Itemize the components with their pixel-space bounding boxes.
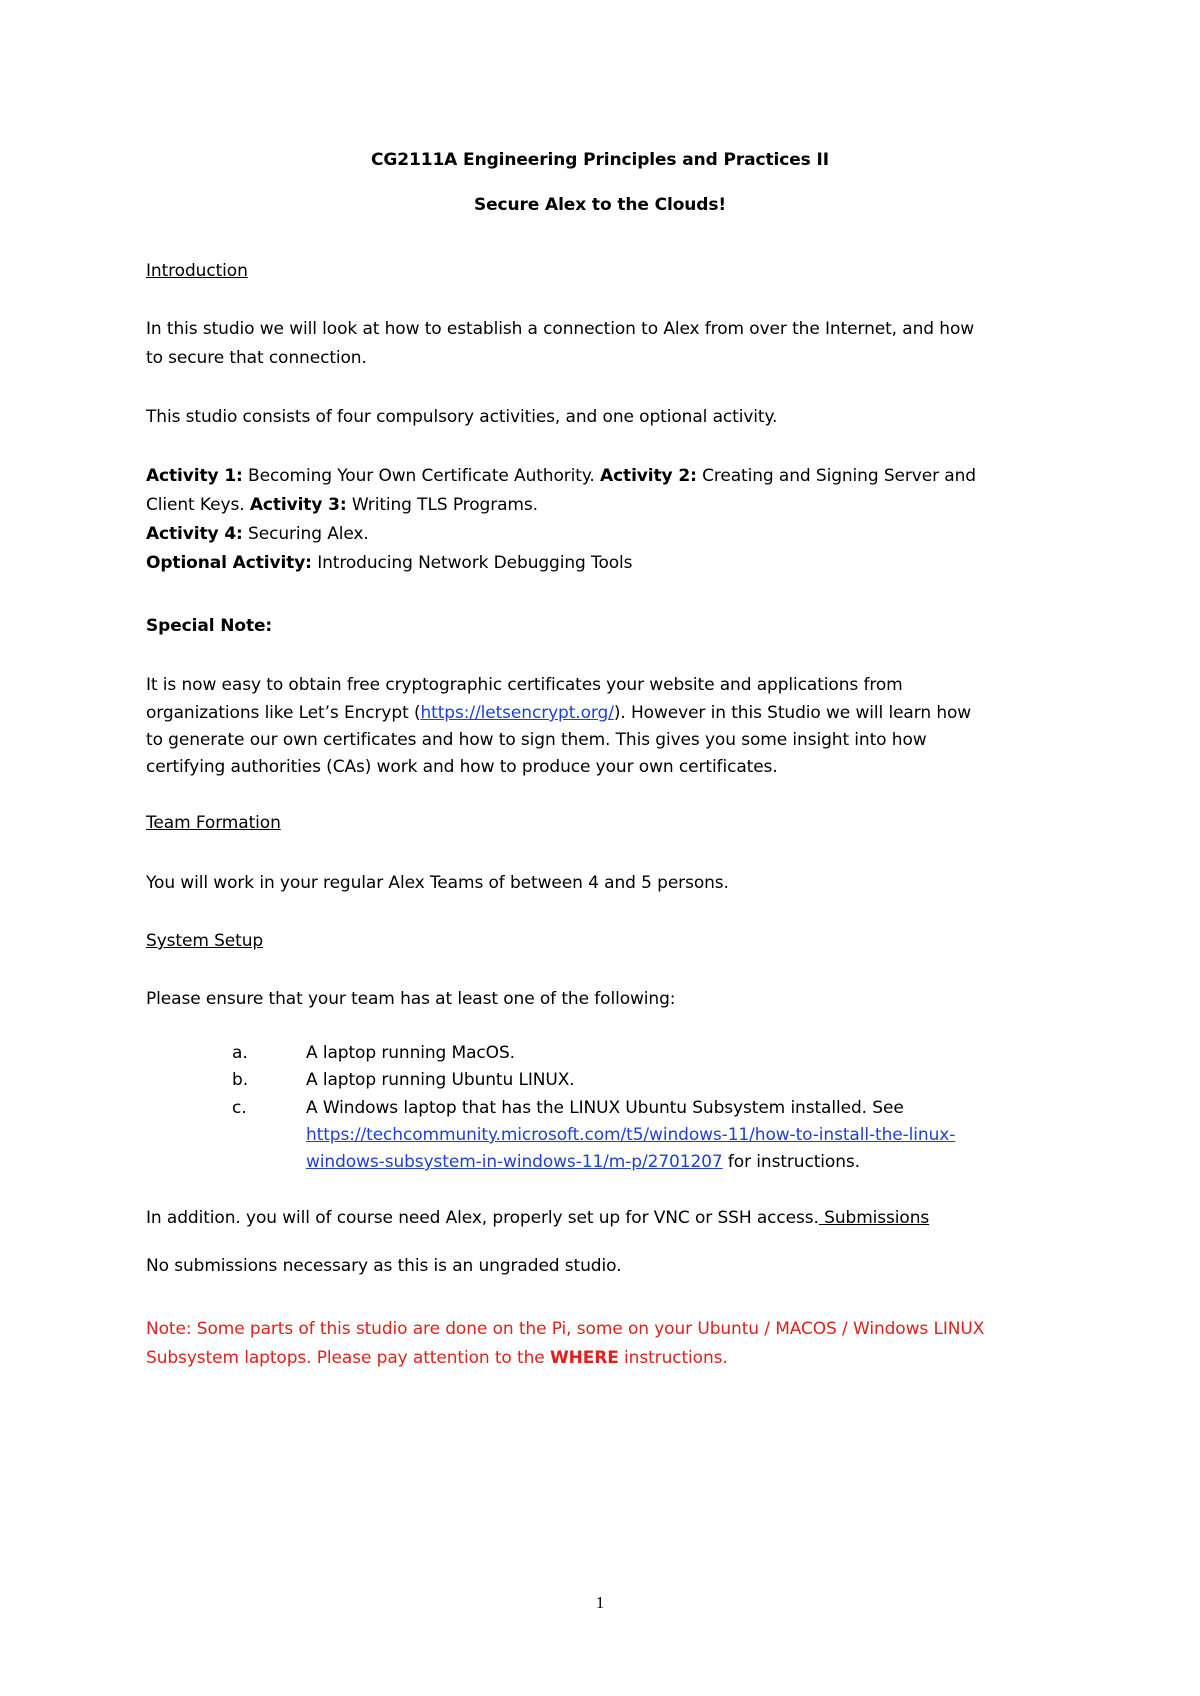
intro-paragraph-line: to secure that connection. [146, 348, 367, 368]
list-item-link-line [306, 1122, 955, 1149]
activity-3-text: Writing TLS Programs. [346, 495, 538, 515]
list-marker: b. [232, 1070, 249, 1090]
special-note-line: certifying authorities (CAs) work and how to produce your own certificates. [146, 757, 778, 777]
activities-line-1 [146, 463, 976, 490]
where-note-line: Subsystem laptops. Please pay attention to the WHERE instructions. [146, 1348, 728, 1368]
studio-title: Secure Alex to the Clouds! [473, 195, 727, 215]
optional-activity-label: Optional Activity: [146, 553, 312, 573]
submissions-text: No submissions necessary as this is an ungraded studio. [146, 1256, 622, 1276]
special-note-line: organizations like Let’s Encrypt (https://letsencrypt.org/). However in this Studio we will learn how [146, 703, 972, 723]
activity-2-text-cont: Client Keys. [146, 495, 250, 515]
system-setup-heading: System Setup [146, 931, 264, 951]
list-item: A laptop running Ubuntu LINUX. [306, 1070, 575, 1090]
list-item: A laptop running MacOS. [306, 1043, 515, 1063]
list-item-link-line: windows-subsystem-in-windows-11/m-p/2701207 for instructions. [306, 1152, 860, 1172]
special-note-heading: Special Note: [146, 616, 273, 636]
wsl-install-link-cont[interactable]: windows-subsystem-in-windows-11/m-p/2701207 [306, 1152, 723, 1172]
system-setup-intro: Please ensure that your team has at least one of the following: [146, 989, 676, 1009]
activity-1-text: Becoming Your Own Certificate Authority. [242, 466, 601, 486]
submissions-heading: Submissions [818, 1208, 930, 1228]
list-marker: a. [232, 1043, 248, 1063]
page-number: 1 [595, 1593, 605, 1612]
activity-1-label: Activity 1: [146, 466, 243, 486]
where-note-line: Note: Some parts of this studio are done on the Pi, some on your Ubuntu / MACOS / Windows LINUX [146, 1319, 985, 1339]
activities-line-2 [146, 492, 538, 519]
team-formation-text: You will work in your regular Alex Teams of between 4 and 5 persons. [146, 873, 729, 893]
letsencrypt-link[interactable]: https://letsencrypt.org/ [420, 703, 614, 723]
introduction-heading: Introduction [146, 261, 248, 281]
activities-line-3 [146, 521, 369, 548]
list-marker: c. [232, 1098, 247, 1118]
activity-4-label: Activity 4: [146, 524, 243, 544]
course-title: CG2111A Engineering Principles and Practices II [371, 150, 829, 170]
special-note-line: to generate our own certificates and how to sign them. This gives you some insight into how [146, 730, 927, 750]
optional-activity-text: Introducing Network Debugging Tools [311, 553, 633, 573]
wsl-install-link[interactable]: https://techcommunity.microsoft.com/t5/windows-11/how-to-install-the-linux- [306, 1125, 956, 1145]
intro-paragraph-line: In this studio we will look at how to establish a connection to Alex from over the Internet, and how [146, 319, 975, 339]
activity-3-label: Activity 3: [249, 495, 347, 515]
activity-2-label: Activity 2: [600, 466, 697, 486]
where-emphasis: WHERE [549, 1348, 619, 1368]
system-setup-addition: In addition. you will of course need Alex, properly set up for VNC or SSH access. Submissions [146, 1208, 930, 1228]
activity-2-text: Creating and Signing Server and [696, 466, 976, 486]
activities-line-4 [146, 550, 632, 577]
list-item: A Windows laptop that has the LINUX Ubuntu Subsystem installed. See [306, 1098, 904, 1118]
activity-4-text: Securing Alex. [242, 524, 369, 544]
team-formation-heading: Team Formation [146, 813, 281, 833]
special-note-line: It is now easy to obtain free cryptographic certificates your website and applications from [146, 675, 903, 695]
intro-activities-summary: This studio consists of four compulsory activities, and one optional activity. [146, 407, 778, 427]
